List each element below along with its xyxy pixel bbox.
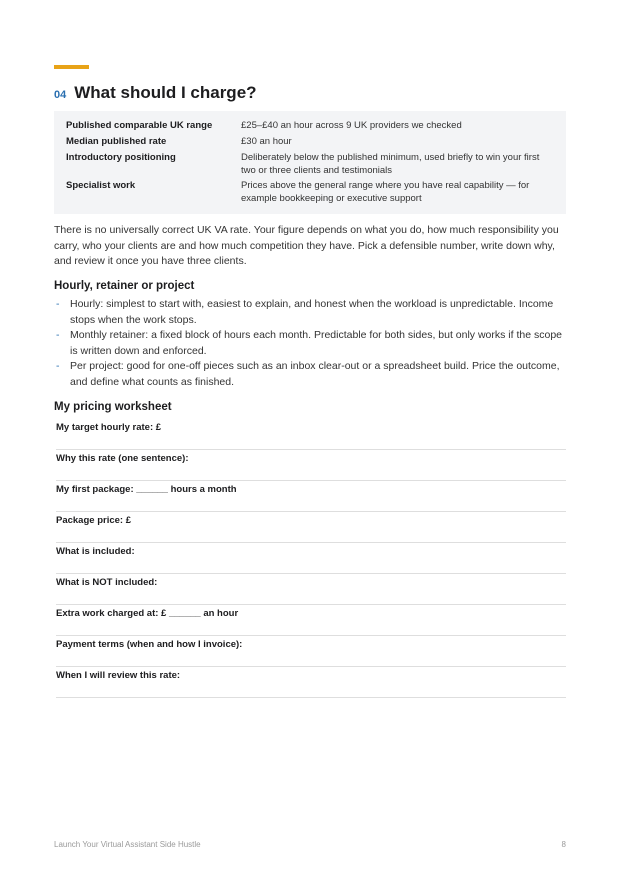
summary-label: Published comparable UK range <box>66 120 213 131</box>
worksheet-field[interactable] <box>56 666 566 698</box>
intro-paragraph: There is no universally correct UK VA rate. Your figure depends on what you do, how much responsibility you carry, who your clients are and how much competition they have. Pick a defensible number, write down why, and review it once you have three clients. <box>54 224 559 267</box>
summary-value: £30 an hour <box>241 136 292 147</box>
worksheet-heading: My pricing worksheet <box>54 401 172 413</box>
worksheet-field-label: My target hourly rate: £ <box>56 422 162 433</box>
list-item <box>54 359 566 390</box>
dash-bullet: - <box>56 298 60 310</box>
worksheet-field-label: Why this rate (one sentence): <box>56 453 189 464</box>
summary-label: Median published rate <box>66 136 167 147</box>
section-heading <box>54 83 257 103</box>
list-item <box>54 297 566 328</box>
summary-value: Deliberately below the published minimum, used briefly to win your first two or three clients and testimonials <box>241 152 540 176</box>
worksheet-field[interactable] <box>56 418 566 450</box>
worksheet-field[interactable] <box>56 449 566 481</box>
summary-value: £25–£40 an hour across 9 UK providers we checked <box>241 120 462 131</box>
rate-summary-box <box>54 111 566 214</box>
list-item-text: Per project: good for one-off pieces such as an inbox clear-out or a spreadsheet build. Price the outcome, and define what counts as finished. <box>70 360 560 388</box>
dash-bullet: - <box>56 329 60 341</box>
section-title: What should I charge? <box>74 83 257 102</box>
summary-label: Introductory positioning <box>66 152 176 163</box>
list-item <box>54 328 566 359</box>
worksheet-field[interactable] <box>56 542 566 574</box>
list-item-text: Monthly retainer: a fixed block of hours each month. Predictable for both sides, but only works if the scope is written down and enforced. <box>70 329 563 357</box>
worksheet-field[interactable] <box>56 573 566 605</box>
page-number: 8 <box>561 840 566 849</box>
worksheet-field[interactable] <box>56 511 566 543</box>
worksheet-field-label: What is NOT included: <box>56 577 158 588</box>
dash-bullet: - <box>56 360 60 372</box>
pricing-models-heading: Hourly, retainer or project <box>54 280 195 292</box>
worksheet-field-label: Payment terms (when and how I invoice): <box>56 639 243 650</box>
worksheet-field-label: Package price: £ <box>56 515 131 526</box>
worksheet-field[interactable] <box>56 635 566 667</box>
worksheet-field-label: My first package: ______ hours a month <box>56 484 237 495</box>
summary-label: Specialist work <box>66 180 136 191</box>
worksheet-field-label: What is included: <box>56 546 135 557</box>
section-accent-bar <box>54 65 89 69</box>
worksheet-field[interactable] <box>56 604 566 636</box>
worksheet-field-label: Extra work charged at: £ ______ an hour <box>56 608 239 619</box>
list-item-text: Hourly: simplest to start with, easiest to explain, and honest when the workload is unpredictable. Income stops when the work stops. <box>70 298 554 326</box>
pricing-models-list <box>54 297 566 390</box>
section-number: 04 <box>54 89 67 101</box>
footer-title: Launch Your Virtual Assistant Side Hustle <box>54 840 201 849</box>
worksheet-field[interactable] <box>56 480 566 512</box>
summary-value: Prices above the general range where you have real capability — for example bookkeeping or executive support <box>241 180 530 204</box>
worksheet-field-label: When I will review this rate: <box>56 670 181 681</box>
